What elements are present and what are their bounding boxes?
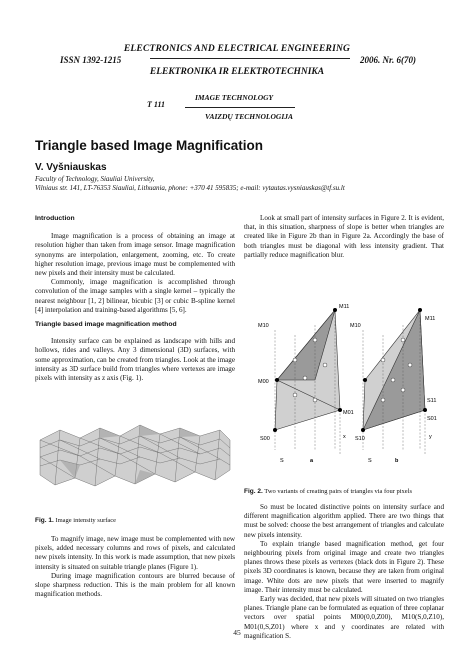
intro-paragraph-2: Commonly, image magnification is accomplished through convolution of the image samples with a single kernel – typically the nearest neighbour [1, 2] bilinear, bicubic [3] or cubic B-spline kernel [4] interpolation and training-based algorithms [5, 6]. — [35, 278, 235, 314]
label-s01-b: S01 — [427, 416, 437, 422]
figure-1-caption-text: Image intensity surface — [55, 517, 117, 524]
label-s-b: S — [368, 458, 372, 464]
label-m01-a: M01 — [343, 410, 354, 416]
section-lt: VAIZDŲ TECHNOLOGIJA — [205, 112, 293, 121]
figure-2 — [255, 290, 445, 485]
right-paragraph-2: So must be located distinctive points on intensity surface and different magnification algorithm applied. There are two things that must be solved: choose the best arrangement of triangles and calculate new pixels intensity. — [244, 503, 444, 539]
label-x-a: x — [343, 434, 346, 440]
triangle-variants-diagram — [255, 290, 445, 470]
label-m10-a: M10 — [258, 323, 269, 329]
affiliation — [35, 175, 345, 193]
journal-title-en: ELECTRONICS AND ELECTRICAL ENGINEERING — [123, 44, 351, 54]
label-a: a — [310, 458, 314, 464]
intro-heading: Introduction — [35, 215, 75, 222]
right-paragraph-1: Look at small part of intensity surfaces in Figure 2. It is evident, that, in this situation, sharpness of slope is better when triangles are created like in Figure 2b than in Figure 2a. Accordingly the base of both triangles must be diagonal with less intensity gradient. That partially reduce magnification blur. — [244, 214, 444, 259]
page-number: 45 — [233, 628, 241, 637]
label-y-b: y — [429, 434, 432, 440]
right-column-top — [244, 214, 444, 260]
method-paragraph-3: During image magnification contours are blurred because of slope sharpness reduction. This is the main problem for all known magnification methods. — [35, 571, 235, 599]
paper-title: Triangle based Image Magnification — [35, 138, 264, 153]
label-s11-b: S11 — [427, 398, 437, 404]
right-column-bottom — [244, 503, 444, 641]
label-s10-b: S10 — [355, 436, 365, 442]
section-divider — [185, 107, 295, 108]
section-code: T 111 — [147, 100, 166, 109]
affiliation-line2: Vilniaus str. 141, LT-76353 Siauliai, Lithuania, phone: +370 41 595835; e-mail: vytautas.vysniauskas@tf.su.lt — [35, 184, 345, 192]
issue-number: 2006. Nr. 6(70) — [360, 55, 416, 65]
label-m00-a: M00 — [258, 379, 269, 385]
method-paragraph-2: To magnify image, new image must be complemented with new pixels, added necessary columns and rows of pixels, and calculated new pixels intensity. In this work is made assumption, that new pixels intensity is situated on suitable triangle planes (Figure 1). — [35, 535, 235, 571]
method-heading: Triangle based image magnification method — [35, 321, 177, 329]
figure-1-label: Fig. 1. — [35, 517, 54, 524]
journal-title-lt: ELEKTRONIKA IR ELEKTROTECHNIKA — [149, 67, 325, 77]
figure-2-label: Fig. 2. — [244, 488, 263, 495]
figure-1-caption — [35, 517, 235, 524]
header-divider — [150, 58, 350, 59]
label-m11-a: M11 — [339, 304, 350, 310]
label-s-a: S — [280, 458, 284, 464]
issn: ISSN 1392-1215 — [60, 55, 122, 65]
figure-1 — [35, 410, 235, 524]
figure-2-caption — [244, 488, 444, 495]
figure-2-caption-text: Two variants of creating pairs of triangles via four pixels — [264, 488, 413, 495]
variant-a — [258, 304, 354, 464]
affiliation-line1: Faculty of Technology, Siauliai University, — [35, 175, 155, 183]
left-column-bottom — [35, 535, 235, 599]
section-en: IMAGE TECHNOLOGY — [195, 93, 274, 102]
intro-paragraph-1: Image magnification is a process of obtaining an image at resolution higher than taken from image sensor. Image magnification synonyms are interpolation, enlargement, zooming, etc. To create higher resolution image, previous image must be complemented with new pixels and their intensity must be calculated. — [35, 232, 235, 278]
label-m10-b: M10 — [350, 323, 361, 329]
label-b: b — [395, 458, 399, 464]
author: V. Vyšniauskas — [35, 162, 107, 173]
variant-b — [350, 308, 437, 464]
label-m11-b: M11 — [425, 316, 436, 322]
right-paragraph-4: Early was decided, that new pixels will situated on two triangles planes. Triangle plane can be formulated as equation of three coplanar vectors over spatial points M00(0,0,Z00), M10(S,0,Z10), M01(0,S,Z01) where x and y coordinates are related with magnification S. — [244, 595, 444, 640]
intensity-surface-mesh — [35, 410, 235, 510]
label-s00-a: S00 — [260, 436, 270, 442]
left-column-top — [35, 214, 235, 383]
right-paragraph-3: To explain triangle based magnification method, get four neighbouring pixels from original image and create two triangles planes throws these pixels as vertexes (black dots in Figure 2). These pixels 3D coordinates is known, because they are taken from original image. White dots are new pixels that were inserted to magnify image. Their intensity must be calculated. — [244, 539, 444, 594]
method-paragraph-1: Intensity surface can be explained as landscape with hills and hollows, rides and valleys. Any 3 dimensional (3D) surfaces, with some approximation, can be created from triangles. Look at the image intensity as 3D surface build from triangles where vertexes are image pixels with intensity as z axis (Fig. 1). — [35, 337, 235, 383]
